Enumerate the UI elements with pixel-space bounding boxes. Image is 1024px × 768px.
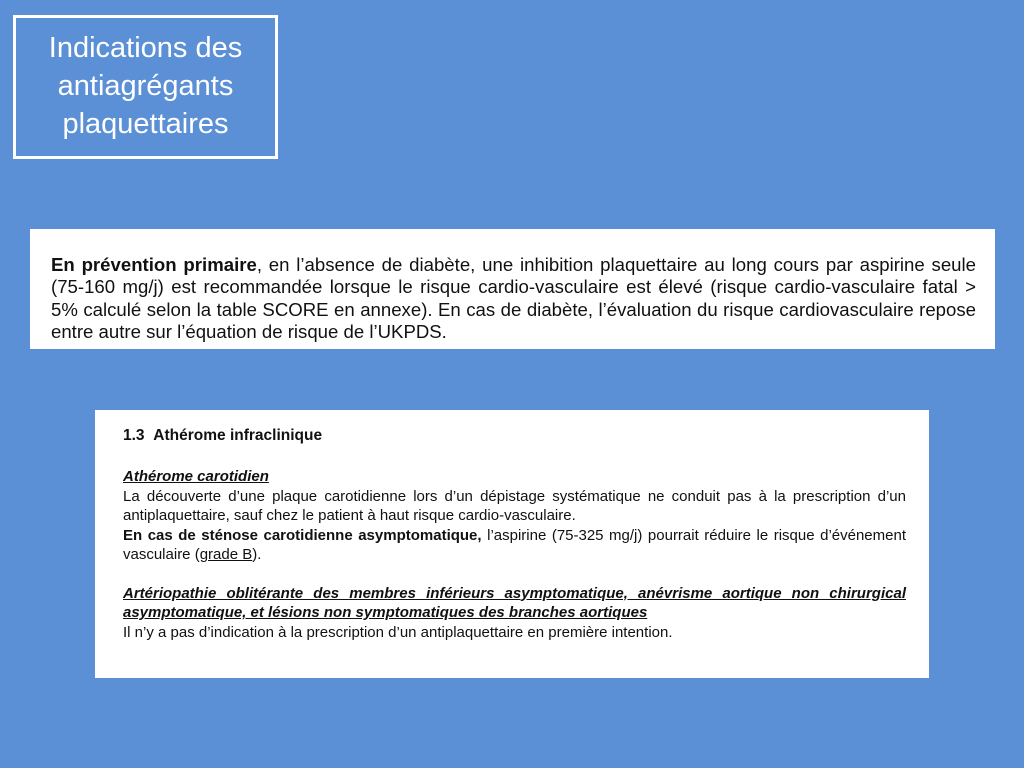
- arteriopathy-paragraph: Il n’y a pas d’indication à la prescription d’un antiplaquettaire en première intention.: [123, 623, 673, 641]
- infraclinical-atheroma-panel: [95, 410, 929, 678]
- title-line-3: plaquettaires: [62, 107, 229, 140]
- title-line-1: Indications des: [48, 32, 243, 65]
- stenosis-text: l’aspirine (75-325 mg/j) pourrait réduire le risque d’événement vasculaire (: [123, 526, 906, 563]
- arteriopathy-subheading: Artériopathie oblitérante des membres inférieurs asymptomatique, anévrisme aortique non chirurgical asymptomatique, et lésions non symptomatiques des branches aortiques: [123, 584, 906, 621]
- section-title: Athérome infraclinique: [153, 427, 323, 444]
- section-heading: [123, 427, 906, 445]
- title-line-2: antiagrégants: [57, 70, 234, 103]
- stenosis-lead: En cas de sténose carotidienne asymptomatique,: [123, 526, 482, 544]
- carotid-paragraph: La découverte d’une plaque carotidienne lors d’un dépistage systématique ne conduit pas à la prescription d’un antiplaquettaire, sauf chez le patient à haut risque cardio-vasculaire.: [123, 487, 906, 524]
- section-number: 1.3: [123, 427, 145, 444]
- stenosis-end: ).: [252, 546, 262, 563]
- stenosis-paragraph: [123, 526, 906, 565]
- primary-prevention-panel: [30, 229, 995, 349]
- slide-title: [13, 15, 278, 159]
- primary-prevention-text: [51, 254, 976, 344]
- primary-prevention-body: , en l’absence de diabète, une inhibition plaquettaire au long cours par aspirine seule (75-160 mg/j) est recommandée lorsque le risque cardio-vasculaire est élevé (risque cardio-vasculaire fatal > 5% calculé selon la table SCORE en annexe). En cas de diabète, l’évaluation du risque cardiovasculaire repose entre autre sur l’équation de risque de l’UKPDS.: [51, 254, 976, 343]
- grade-label: grade B: [199, 546, 253, 563]
- carotid-subheading: Athérome carotidien: [123, 468, 269, 485]
- primary-prevention-lead: En prévention primaire: [51, 254, 257, 275]
